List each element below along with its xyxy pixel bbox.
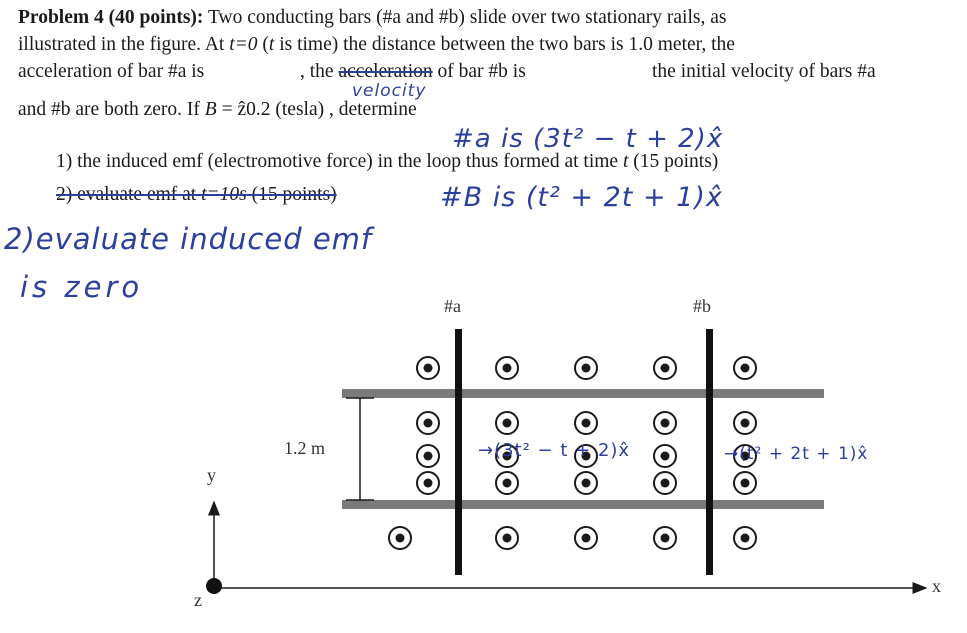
- top-rail: [342, 389, 824, 398]
- problem-title: Problem 4 (40 points):: [18, 7, 204, 28]
- bar-a-label: #a: [444, 296, 461, 316]
- field-dot-center: [424, 364, 433, 373]
- field-dot-center: [582, 534, 591, 543]
- bar-b: [706, 329, 713, 575]
- bottom-rail: [342, 500, 824, 509]
- field-dot-center: [741, 534, 750, 543]
- field-dot-center: [503, 419, 512, 428]
- field-dot-center: [503, 479, 512, 488]
- field-dot-center: [424, 452, 433, 461]
- handwritten-answer-line-1: 2)evaluate induced emf: [4, 222, 373, 256]
- problem-line-3-middle: , the acceleration of bar #b is: [300, 61, 526, 82]
- field-dot-center: [661, 419, 670, 428]
- problem-line-4: and #b are both zero. If B = ẑ0.2 (tesla) , determine: [18, 99, 417, 120]
- field-dot-center: [582, 479, 591, 488]
- question-2-struck: 2) evaluate emf at t=10s (15 points): [56, 184, 337, 205]
- problem-line-2: illustrated in the figure. At t=0 (t is time) the distance between the two bars is 1.0 meter, the: [18, 34, 735, 55]
- x-axis-label: x: [932, 576, 941, 596]
- handwritten-arrow-a: →(3t² − t + 2)x̂: [478, 440, 631, 461]
- field-dot-center: [396, 534, 405, 543]
- field-dot-center: [661, 479, 670, 488]
- distance-label: 1.2 m: [284, 438, 326, 458]
- field-dot-center: [582, 364, 591, 373]
- bar-a: [455, 329, 462, 575]
- y-axis-label: y: [207, 465, 216, 485]
- field-dot-center: [424, 419, 433, 428]
- handwritten-b-velocity: #B is (t² + 2t + 1)x̂: [440, 182, 723, 213]
- z-axis-label: z: [194, 590, 202, 610]
- field-dot-center: [741, 419, 750, 428]
- bar-b-label: #b: [693, 296, 711, 316]
- field-dot-center: [661, 452, 670, 461]
- question-1: 1) the induced emf (electromotive force) in the loop thus formed at time t (15 points): [56, 151, 719, 172]
- b-vector: B: [204, 99, 217, 120]
- field-dot-center: [741, 479, 750, 488]
- field-dot-center: [741, 364, 750, 373]
- handwritten-arrow-b: →(t² + 2t + 1)x̂: [724, 444, 869, 464]
- field-dot-center: [424, 479, 433, 488]
- handwritten-velocity: velocity: [352, 81, 427, 101]
- field-dot-center: [661, 364, 670, 373]
- problem-line-3: acceleration of bar #a is: [18, 61, 205, 82]
- problem-line-1: Problem 4 (40 points): Two conducting bars (#a and #b) slide over two stationary rails, as: [18, 7, 727, 28]
- field-dot-center: [661, 534, 670, 543]
- field-dot-center: [503, 364, 512, 373]
- origin-dot: [206, 578, 222, 594]
- handwritten-a-velocity: #a is (3t² − t + 2)x̂: [452, 124, 724, 154]
- field-dot-center: [503, 534, 512, 543]
- struck-word: acceleration: [338, 61, 433, 82]
- handwritten-answer-line-2: is zero: [20, 270, 144, 304]
- field-dot-center: [582, 419, 591, 428]
- problem-line-3-end: the initial velocity of bars #a: [652, 61, 876, 82]
